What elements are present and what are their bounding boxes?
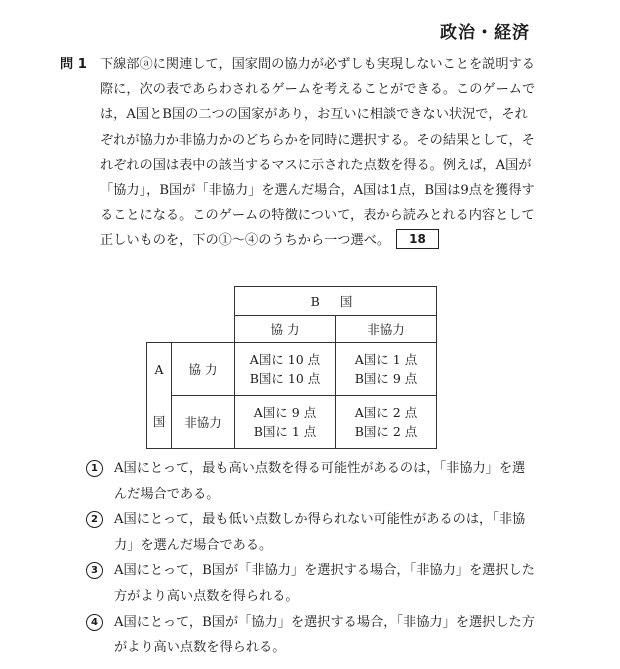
table-corner-blank bbox=[147, 316, 172, 343]
table-corner-blank bbox=[172, 316, 235, 343]
option-text: A国にとって，B国が「協力」を選択する場合，「非協力」を選択した方がより高い点数を得られる。 bbox=[114, 614, 535, 656]
answer-number-box: 18 bbox=[396, 229, 439, 249]
country-a-label bbox=[147, 343, 172, 449]
column-header-noncooperate: 非協力 bbox=[336, 316, 437, 343]
payoff-a: A国に 2 点 bbox=[354, 405, 418, 420]
column-header-cooperate: 協 力 bbox=[235, 316, 336, 343]
row-header-noncooperate: 非協力 bbox=[172, 396, 235, 449]
option-1[interactable] bbox=[86, 456, 536, 507]
payoff-b: B国に 10 点 bbox=[249, 371, 321, 386]
option-number-circle: 2 bbox=[86, 511, 103, 528]
page-section-title: 政治・経済 bbox=[440, 23, 530, 43]
option-4[interactable] bbox=[86, 610, 536, 661]
country-a-label-bottom: 国 bbox=[152, 413, 166, 429]
payoff-table bbox=[146, 286, 437, 449]
payoff-b: B国に 9 点 bbox=[354, 371, 418, 386]
row-header-cooperate: 協 力 bbox=[172, 343, 235, 396]
question-number: 問 1 bbox=[60, 57, 87, 72]
answer-options bbox=[86, 456, 536, 661]
option-text: A国にとって，B国が「非協力」を選択する場合，「非協力」を選択した方がより高い点数を得られる。 bbox=[114, 563, 535, 604]
question-text-block bbox=[100, 52, 540, 254]
payoff-b: B国に 1 点 bbox=[253, 424, 317, 439]
payoff-a: A国に 9 点 bbox=[253, 405, 317, 420]
payoff-a: A国に 1 点 bbox=[354, 352, 418, 367]
payoff-cell bbox=[235, 396, 336, 449]
payoff-b: B国に 2 点 bbox=[354, 424, 418, 439]
question-block bbox=[60, 52, 540, 254]
table-corner-blank bbox=[172, 287, 235, 316]
option-number-circle: 4 bbox=[86, 614, 103, 631]
table-corner-blank bbox=[147, 287, 172, 316]
question-text: 下線部ⓐに関連して，国家間の協力が必ずしも実現しないことを説明する際に，次の表であらわされるゲームを考えることができる。このゲームでは，A国とB国の二つの国家があり，お互いに相談できない状況で，それぞれが協力か非協力かのどちらかを同時に選択する。その結果として，それぞれの国は表中の該当するマスに示された点数を得る。例えば，A国が「協力」，B国が「非協力」を選んだ場合，A国は1点，B国は9点を獲得することになる。このゲームの特徴について，表から読みとれる内容として正しいものを，下の①〜④のうちから一つ選べ。 bbox=[100, 57, 536, 249]
country-a-label-top: A bbox=[154, 361, 164, 377]
payoff-cell bbox=[336, 343, 437, 396]
payoff-a: A国に 10 点 bbox=[249, 352, 321, 367]
country-b-header: B 国 bbox=[235, 287, 437, 316]
option-number-circle: 3 bbox=[86, 562, 103, 579]
option-number-circle: 1 bbox=[86, 460, 103, 477]
option-3[interactable] bbox=[86, 558, 536, 609]
payoff-cell bbox=[336, 396, 437, 449]
payoff-cell bbox=[235, 343, 336, 396]
option-2[interactable] bbox=[86, 507, 536, 558]
option-text: A国にとって，最も低い点数しか得られない可能性があるのは，「非協力」を選んだ場合である。 bbox=[114, 512, 526, 553]
option-text: A国にとって，最も高い点数を得る可能性があるのは，「非協力」を選んだ場合である。 bbox=[114, 461, 526, 502]
